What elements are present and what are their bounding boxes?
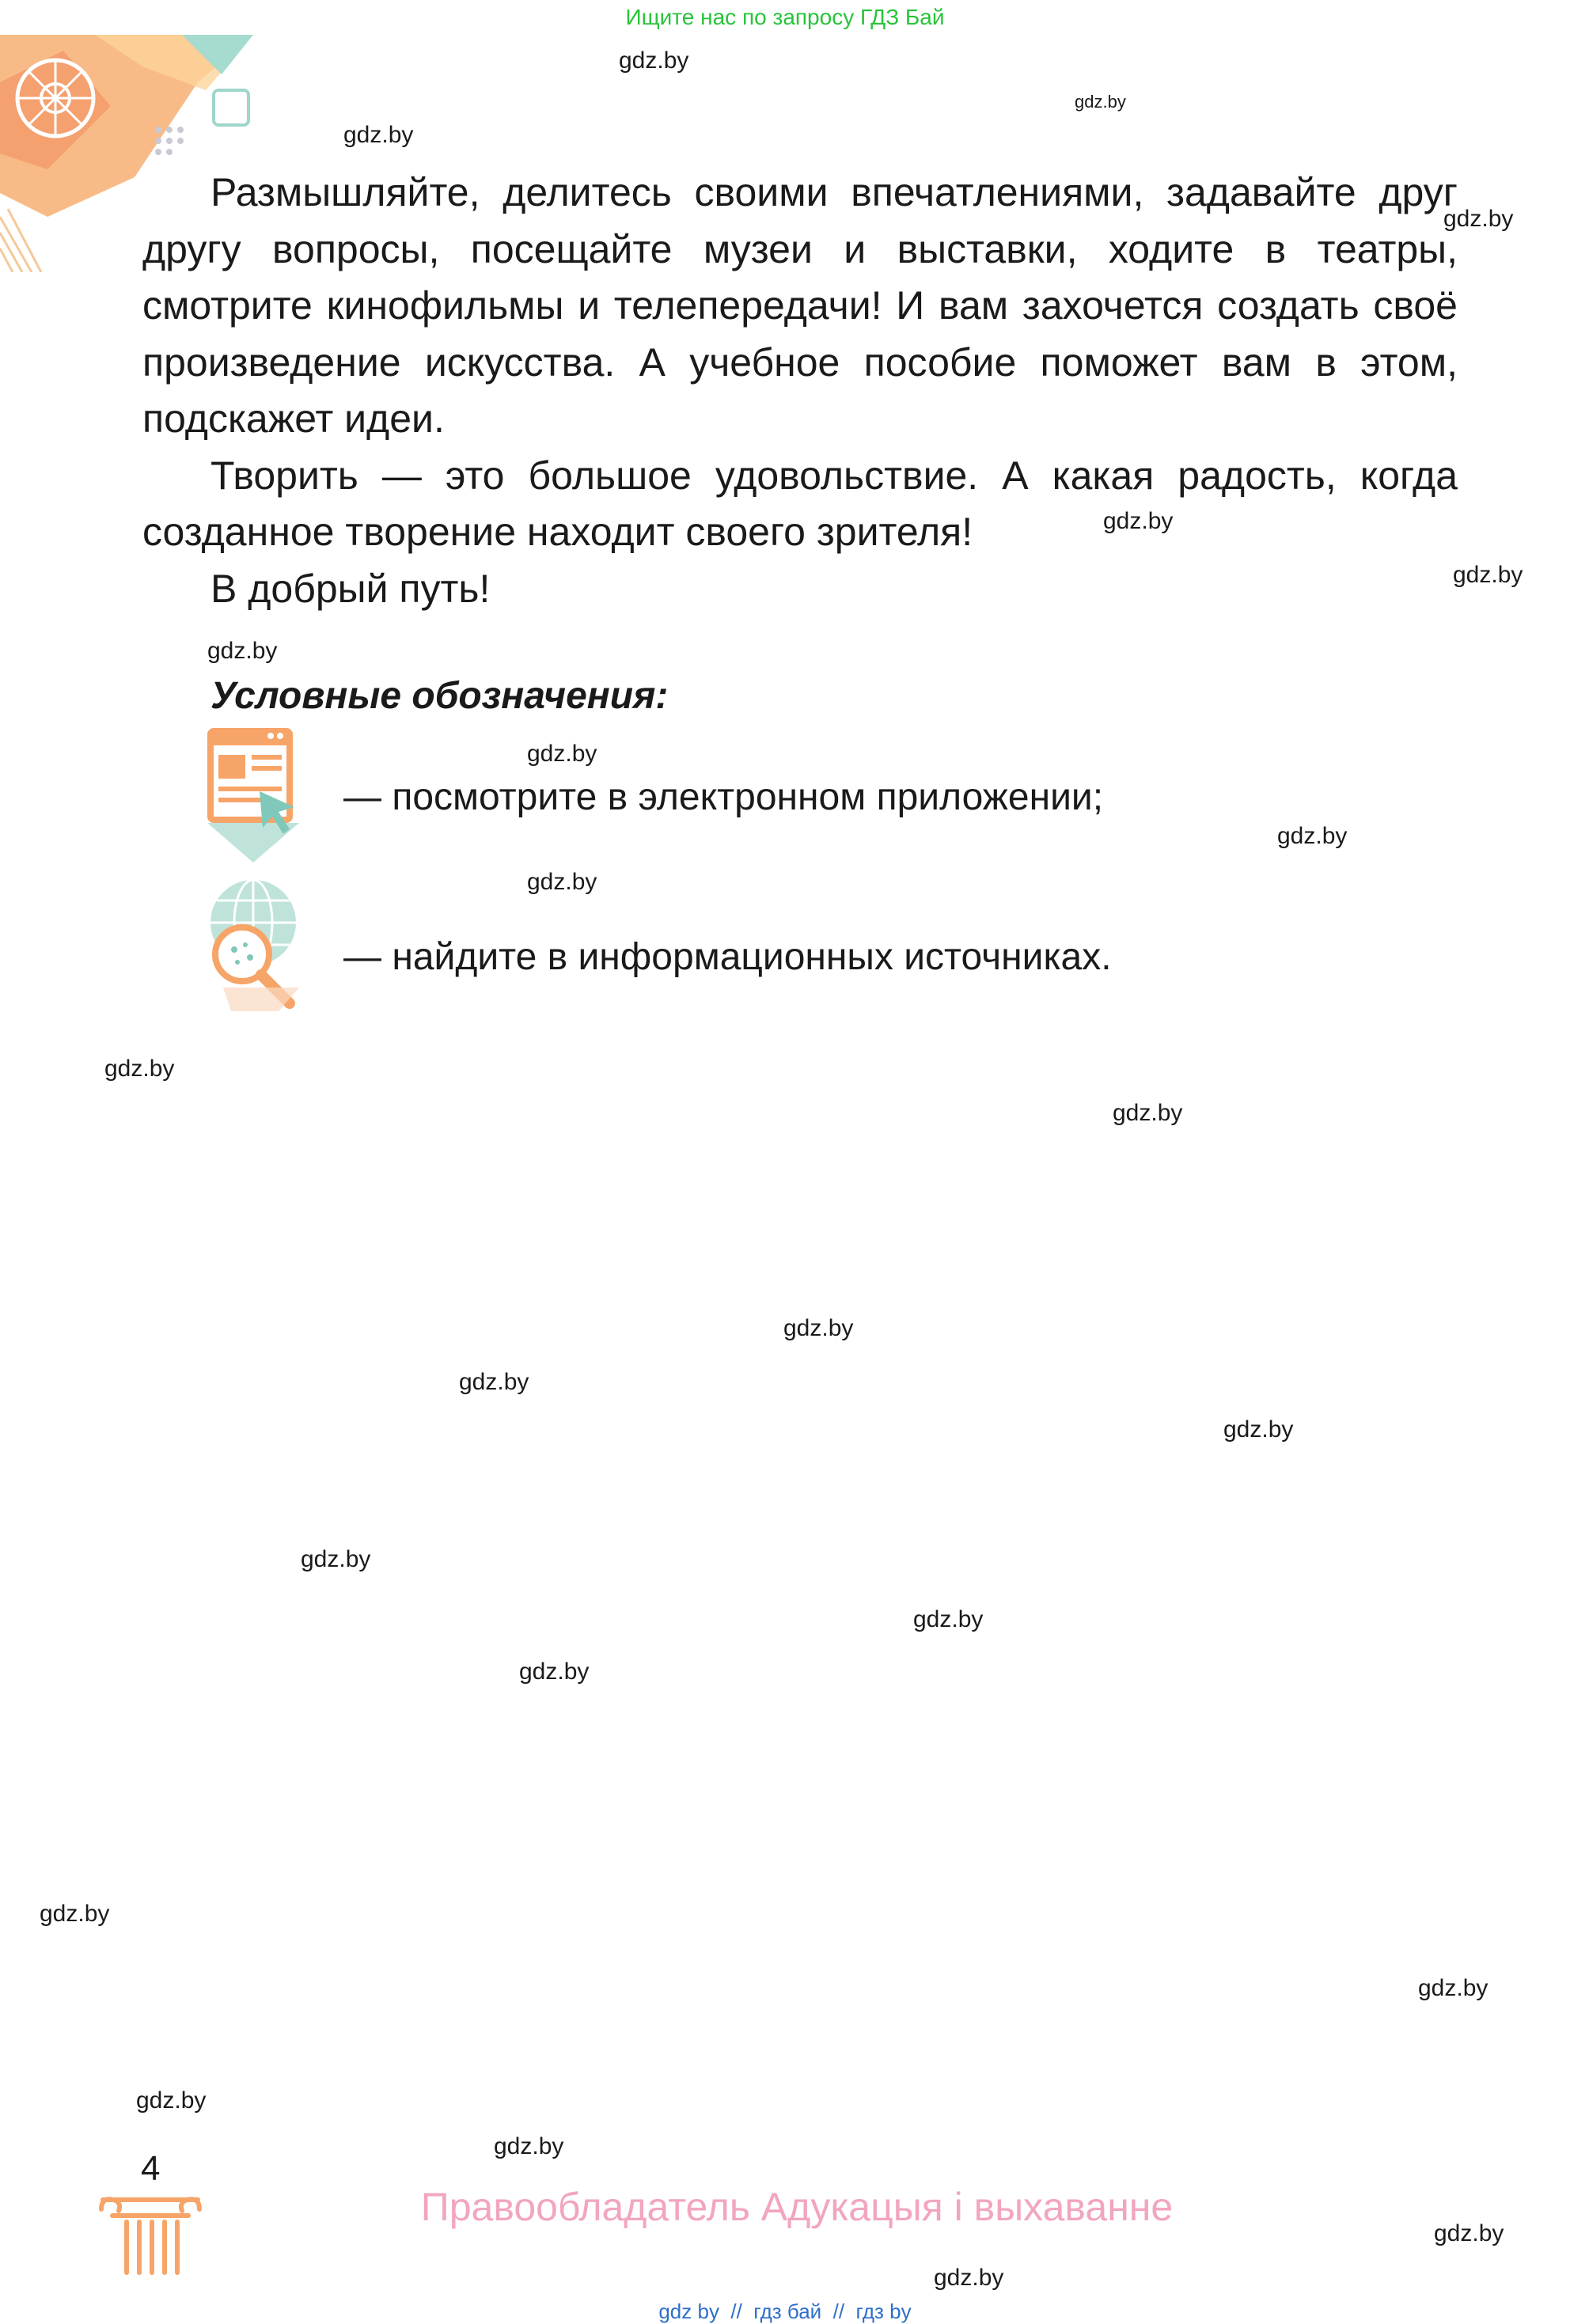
watermark: gdz.by (1443, 206, 1514, 232)
watermark: gdz.by (527, 741, 597, 767)
rights-holder: Правообладатель Адукацыя і выхаванне (420, 2185, 1174, 2229)
watermark: gdz.by (527, 869, 597, 895)
watermark: gdz.by (1223, 1416, 1294, 1443)
watermark: gdz.by (783, 1315, 854, 1341)
watermark: gdz.by (913, 1606, 984, 1632)
watermark: gdz.by (1277, 823, 1348, 849)
watermark: gdz.by (104, 1056, 175, 1082)
watermark: gdz.by (207, 638, 278, 664)
legend-item-text: — посмотрите в электронном приложении; (343, 776, 1104, 818)
watermark: gdz.by (40, 1901, 110, 1927)
watermark: gdz.by (301, 1546, 371, 1572)
page-number: 4 (141, 2149, 161, 2188)
watermark: gdz.by (1113, 1100, 1183, 1126)
top-banner[interactable]: Ищите нас по запросу ГДЗ Бай (625, 5, 945, 29)
watermark: gdz.by (494, 2133, 564, 2159)
watermark: gdz.by (619, 47, 689, 74)
paragraph: Творить — это большое удовольствие. А какая радость, когда созданное творение находит своего зрителя! (142, 453, 1458, 554)
watermark: gdz.by (1434, 2220, 1504, 2246)
watermark: gdz.by (1418, 1975, 1488, 2001)
watermark: gdz.by (1075, 92, 1126, 112)
watermark: gdz.by (934, 2265, 1004, 2291)
watermark: gdz.by (343, 122, 414, 148)
watermark: gdz.by (1453, 562, 1523, 588)
watermark: gdz.by (519, 1659, 590, 1685)
paragraph: В добрый путь! (210, 566, 491, 611)
legend-item-text: — найдите в информационных источниках. (343, 936, 1112, 978)
legend-title: Условные обозначения: (210, 675, 669, 717)
globe-search-icon (207, 877, 299, 1011)
watermark: gdz.by (459, 1369, 529, 1395)
bottom-links[interactable]: gdz by // гдз бай // гдз by (658, 2299, 912, 2323)
watermark: gdz.by (1103, 508, 1174, 534)
paragraph: Размышляйте, делитесь своими впечатлениями, задавайте друг другу вопросы, посещайте музеи и выставки, ходите в театры, смотрите кинофильмы и телепередачи! И вам захочется создать своё произведение искусства. А учебное пособие поможет вам в этом, подскажет идеи. (142, 170, 1458, 441)
electronic-app-icon (207, 728, 299, 862)
watermark: gdz.by (136, 2087, 207, 2114)
body-text (142, 165, 1458, 617)
